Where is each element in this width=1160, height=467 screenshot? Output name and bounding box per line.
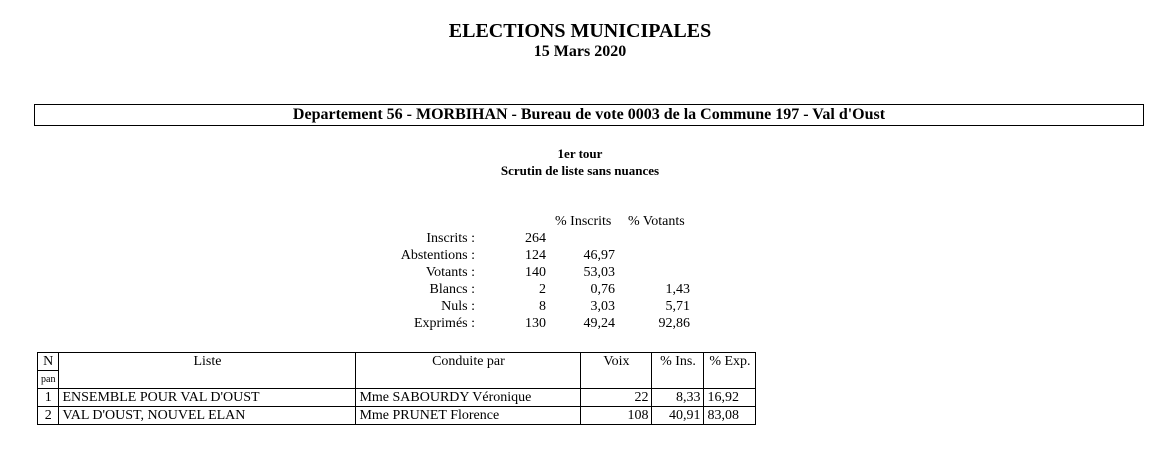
stat-label: Nuls : — [441, 299, 475, 314]
stat-pct-inscrits: 3,03 — [590, 299, 615, 314]
stat-row-abstentions — [0, 247, 1160, 264]
cell-pct-exp: 16,92 — [704, 389, 756, 407]
page-title: ELECTIONS MUNICIPALES — [448, 20, 712, 42]
cell-pct-ins: 8,33 — [652, 389, 704, 407]
stat-value: 130 — [525, 316, 546, 331]
cell-liste: VAL D'OUST, NOUVEL ELAN — [59, 407, 356, 425]
results-header-row — [38, 353, 756, 371]
stat-pct-inscrits: 49,24 — [583, 316, 615, 331]
cell-n: 1 — [38, 389, 59, 407]
col-header-conduite: Conduite par — [356, 353, 581, 389]
col-header-pct-inscrits: % Inscrits — [555, 214, 612, 229]
cell-n: 2 — [38, 407, 59, 425]
round-label: 1er tour — [557, 146, 603, 161]
col-header-liste: Liste — [59, 353, 356, 389]
stat-row-votants — [0, 264, 1160, 281]
stat-value: 8 — [539, 299, 546, 314]
stat-pct-inscrits: 53,03 — [583, 265, 615, 280]
stat-label: Inscrits : — [426, 231, 475, 246]
stat-value: 140 — [525, 265, 546, 280]
stat-row-nuls — [0, 298, 1160, 315]
stat-value: 264 — [525, 231, 546, 246]
table-row — [38, 407, 756, 425]
col-header-n-sub: pan — [38, 371, 59, 389]
cell-pct-exp: 83,08 — [704, 407, 756, 425]
stat-value: 2 — [539, 282, 546, 297]
cell-conduite: Mme SABOURDY Véronique — [356, 389, 581, 407]
col-header-pct-ins: % Ins. — [652, 353, 704, 389]
election-date: 15 Mars 2020 — [533, 43, 627, 60]
cell-voix: 108 — [581, 407, 652, 425]
cell-pct-ins: 40,91 — [652, 407, 704, 425]
col-header-pct-exp: % Exp. — [704, 353, 756, 389]
stat-pct-votants: 92,86 — [658, 316, 690, 331]
stat-label: Exprimés : — [413, 316, 475, 331]
col-header-pct-votants: % Votants — [628, 214, 685, 229]
stat-label: Votants : — [425, 265, 475, 280]
col-header-n: N — [38, 353, 59, 371]
stat-pct-votants: 1,43 — [665, 282, 690, 297]
stat-label: Blancs : — [429, 282, 475, 297]
cell-liste: ENSEMBLE POUR VAL D'OUST — [59, 389, 356, 407]
stat-pct-inscrits: 0,76 — [590, 282, 615, 297]
stat-value: 124 — [525, 248, 546, 263]
stat-label: Abstentions : — [400, 248, 475, 263]
stat-row-blancs — [0, 281, 1160, 298]
table-row — [38, 389, 756, 407]
cell-voix: 22 — [581, 389, 652, 407]
stat-row-exprimes — [0, 315, 1160, 332]
scrutin-type: Scrutin de liste sans nuances — [500, 163, 660, 178]
stat-pct-votants: 5,71 — [665, 299, 690, 314]
col-header-voix: Voix — [581, 353, 652, 389]
cell-conduite: Mme PRUNET Florence — [356, 407, 581, 425]
results-table — [37, 352, 756, 425]
stat-row-inscrits — [0, 230, 1160, 247]
stat-pct-inscrits: 46,97 — [583, 248, 615, 263]
location-banner: Departement 56 - MORBIHAN - Bureau de vote 0003 de la Commune 197 - Val d'Oust — [34, 104, 1144, 126]
